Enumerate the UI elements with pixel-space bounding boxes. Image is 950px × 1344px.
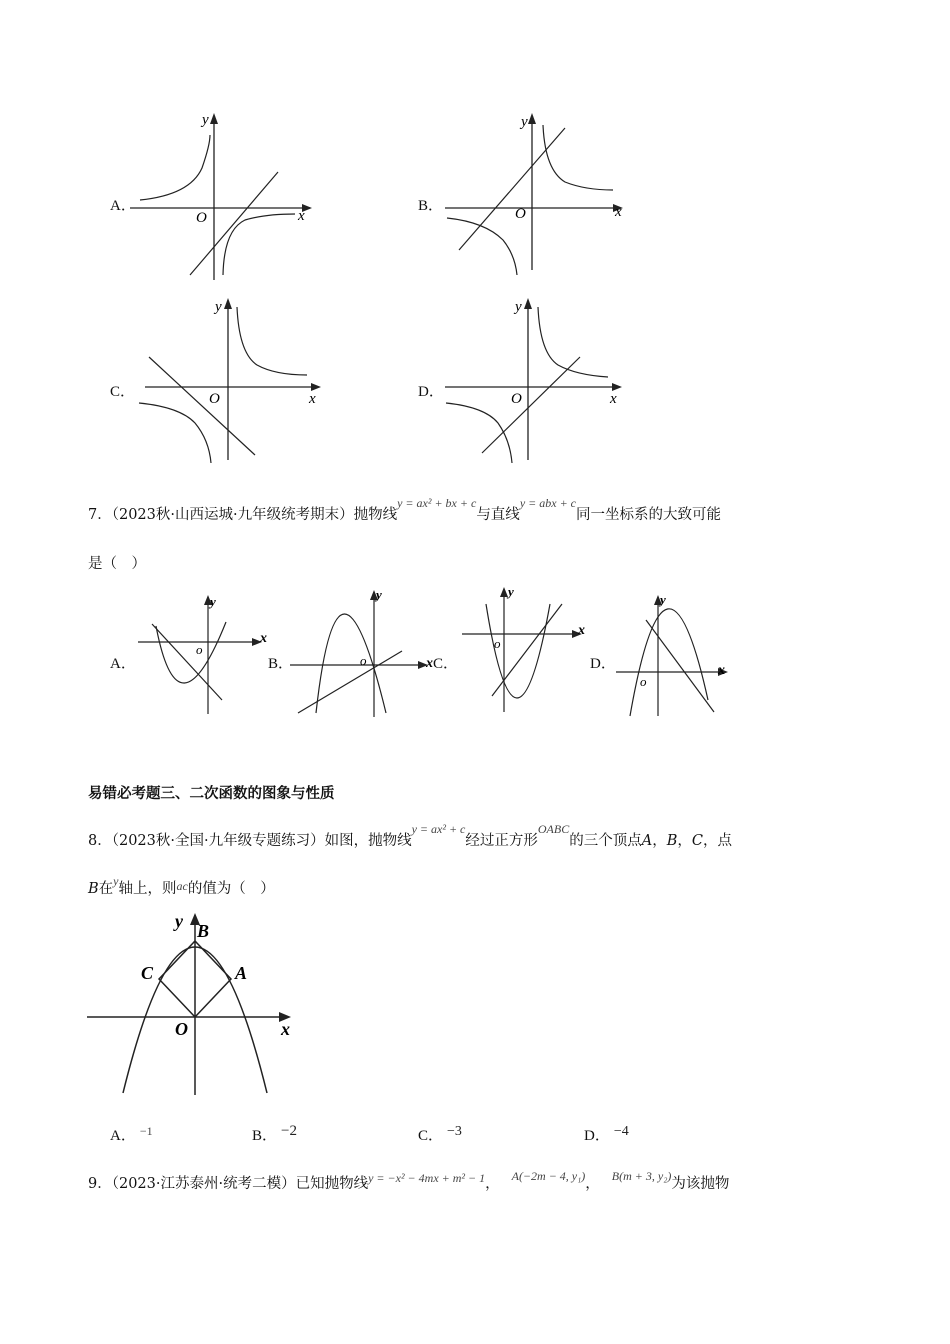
q8-answer-b-value: −2 (281, 1123, 297, 1139)
q7a-x-label: x (260, 631, 267, 646)
q8-point-a: A (641, 833, 653, 849)
q7b-x-label: x (426, 656, 433, 671)
q8-answer-a-label: A． (110, 1128, 136, 1144)
q8-answer-c-label: C． (418, 1128, 444, 1144)
q6d-y-label: y (515, 299, 522, 315)
q6-graph-b (445, 110, 635, 280)
q7-line2: 是（ ） (88, 556, 146, 572)
q8-line2-b: B (88, 881, 99, 897)
q6b-x-label: x (615, 204, 622, 220)
q7-graph-b (290, 585, 440, 720)
q6-option-c-label: C． (110, 384, 136, 400)
q9-number: 9． (88, 1176, 112, 1192)
q8-answer-d-label: D． (584, 1128, 610, 1144)
q8-mid: 经过正方形 (465, 833, 538, 849)
q7-option-c-label: C． (433, 656, 459, 672)
q7a-y-label: y (210, 594, 216, 609)
q7-option-b-label: B． (268, 656, 294, 672)
q8-line2-ac: ac (176, 879, 188, 893)
q9-tail: 为该抛物 (671, 1176, 730, 1192)
q8-line2-y: y (113, 874, 119, 888)
q8-answer-b[interactable] (252, 1124, 297, 1145)
q7-formula-parabola: y = ax² + bx + c (397, 496, 477, 510)
q8-fig-a-label: A (235, 963, 248, 983)
q8-fig-c-label: C (141, 963, 154, 983)
q8-answer-d[interactable] (584, 1124, 629, 1145)
q9-sep1: ， (485, 1176, 500, 1192)
q6b-y-label: y (521, 114, 528, 130)
q7-text (88, 496, 721, 524)
q8-sep2: ， (677, 833, 692, 849)
q6-option-d-label: D． (418, 384, 444, 400)
q8-fig-o-label: O (175, 1019, 188, 1039)
q8-answer-c-value: −3 (447, 1124, 462, 1139)
q8-point-b: B (666, 833, 678, 849)
q7c-y-label: y (508, 584, 514, 599)
q9-point-a: A(−2m − 4, y₁) (511, 1169, 586, 1183)
q7c-origin-label: o (494, 636, 501, 651)
q8-fig-y-label: y (175, 911, 183, 931)
q7d-y-label: y (660, 592, 666, 607)
q6a-x-label: x (298, 208, 305, 224)
q7-graph-c (458, 582, 598, 714)
q8-source: （2023秋·全国·九年级专题练习）如图，抛物线 (111, 833, 412, 849)
q7-formula-line: y = abx + c (519, 496, 576, 510)
q9-text (88, 1169, 730, 1193)
q7d-origin-label: o (640, 674, 647, 689)
q8-line2 (88, 874, 275, 898)
q6c-origin-label: O (209, 391, 220, 407)
q8-fig-x-label: x (281, 1019, 290, 1039)
q8-sep1: ， (652, 833, 667, 849)
q9-source: （2023·江苏泰州·统考二模）已知抛物线 (111, 1176, 369, 1192)
q6b-origin-label: O (515, 206, 526, 222)
q6-option-a-label: A． (110, 198, 136, 214)
section-heading: 易错必考题三、二次函数的图象与性质 (88, 786, 335, 802)
q7c-x-label: x (578, 623, 585, 638)
q8-line2-a: 在 (98, 881, 114, 897)
q8-number: 8． (88, 833, 112, 849)
q6-graph-d (440, 295, 630, 465)
q7a-origin-label: o (196, 642, 203, 657)
q8-formula-square: OABC (537, 822, 570, 836)
q6a-origin-label: O (196, 210, 207, 226)
q8-answer-a[interactable] (110, 1124, 153, 1145)
q8-point-c: C (691, 833, 703, 849)
q7b-y-label: y (376, 587, 382, 602)
q8-fig-b-label: B (197, 921, 210, 941)
q7-source: （2023秋·山西运城·九年级统考期末）抛物线 (111, 507, 398, 523)
q8-answer-c[interactable] (418, 1124, 462, 1145)
q8-figure (85, 905, 315, 1095)
q8-text (88, 822, 732, 850)
q8-tail-pre: 的三个顶点 (569, 833, 642, 849)
q7b-origin-label: o (360, 653, 367, 668)
q7-tail: 同一坐标系的大致可能 (576, 507, 721, 523)
q8-answer-a-value: −1 (139, 1124, 153, 1138)
q9-sep2: ， (585, 1176, 600, 1192)
q8-line2-c: 的值为（ ） (187, 881, 275, 897)
q9-formula: y = −x² − 4mx + m² − 1 (368, 1171, 486, 1185)
q8-answer-d-value: −4 (613, 1124, 629, 1139)
q6-option-b-label: B． (418, 198, 444, 214)
q7-number: 7． (88, 507, 112, 523)
q6c-x-label: x (309, 391, 316, 407)
q6-graph-a (130, 110, 320, 280)
q7-mid: 与直线 (476, 507, 520, 523)
q7-option-d-label: D． (590, 656, 616, 672)
q6c-y-label: y (215, 299, 222, 315)
q6d-origin-label: O (511, 391, 522, 407)
q8-answer-b-label: B． (252, 1128, 278, 1144)
q6a-y-label: y (202, 112, 209, 128)
q8-formula-parabola: y = ax² + c (411, 822, 466, 836)
q6d-x-label: x (610, 391, 617, 407)
q9-point-b: B(m + 3, y₂) (611, 1169, 672, 1183)
q7-option-a-label: A． (110, 656, 136, 672)
q8-line2-b-text: 轴上，则 (118, 881, 177, 897)
q7-graph-a (136, 592, 276, 717)
q6-graph-c (135, 295, 325, 465)
q8-sep3: ，点 (702, 833, 732, 849)
q7d-x-label: x (718, 663, 725, 678)
q7-graph-d (612, 590, 742, 720)
